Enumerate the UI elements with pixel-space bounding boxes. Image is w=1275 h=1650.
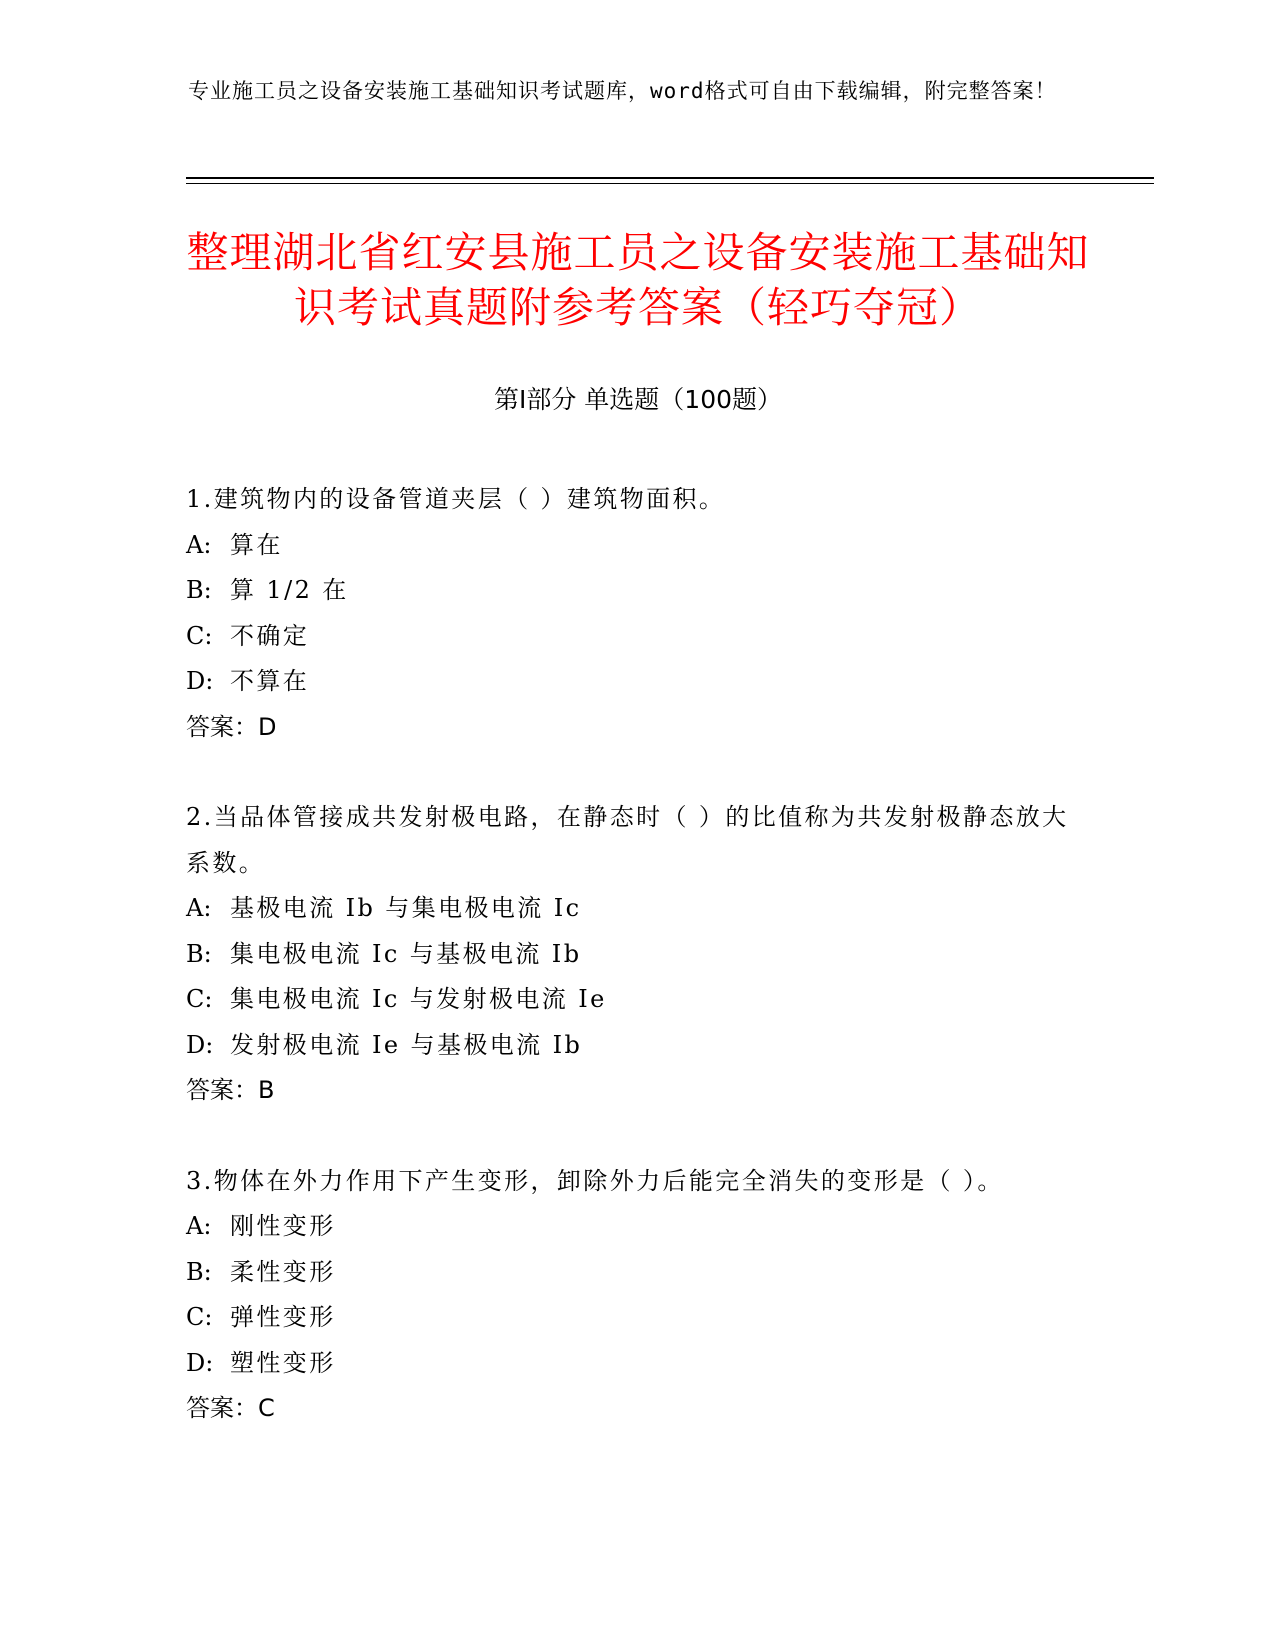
header-rule-thick: [186, 177, 1154, 179]
option-text: 算在: [230, 530, 283, 559]
question-2: [186, 795, 1086, 1114]
option-label: B:: [186, 939, 212, 968]
option-b: [186, 568, 1086, 614]
option-d: [186, 1023, 1086, 1069]
option-label: A:: [186, 1212, 212, 1240]
question-3: [186, 1159, 1086, 1432]
option-label: C:: [186, 621, 213, 650]
document-title: 整理湖北省红安县施工员之设备安装施工基础知识考试真题附参考答案（轻巧夺冠）: [186, 228, 1090, 332]
option-label: C:: [186, 1303, 213, 1331]
header-rule-thin: [186, 183, 1154, 184]
option-text: 发射极电流 Ie 与基极电流 Ib: [230, 1030, 583, 1059]
question-list: [186, 477, 1086, 1477]
option-text: 刚性变形: [230, 1212, 336, 1240]
option-c: [186, 977, 1086, 1023]
option-text: 柔性变形: [230, 1257, 336, 1286]
option-text: 塑性变形: [230, 1348, 336, 1377]
option-a: [186, 1204, 1086, 1250]
answer: 答案：C: [186, 1394, 275, 1422]
option-label: D:: [186, 1348, 214, 1377]
option-label: B:: [186, 576, 212, 604]
option-d: [186, 659, 1086, 705]
option-a: [186, 886, 1086, 932]
option-label: B:: [186, 1257, 212, 1286]
option-label: D:: [186, 1030, 214, 1059]
option-text: 不算在: [230, 667, 310, 695]
option-b: [186, 1250, 1086, 1296]
question-stem: 1.建筑物内的设备管道夹层（ ）建筑物面积。: [186, 485, 726, 513]
option-b: [186, 932, 1086, 978]
option-label: A:: [186, 894, 212, 922]
option-text: 集电极电流 Ic 与基极电流 Ib: [230, 939, 582, 968]
option-c: [186, 614, 1086, 660]
option-text: 弹性变形: [230, 1303, 336, 1331]
section-heading: 第Ⅰ部分 单选题（100题）: [493, 385, 783, 414]
option-text: 算 1/2 在: [230, 576, 349, 604]
option-label: D:: [186, 667, 214, 695]
option-text: 不确定: [230, 621, 310, 650]
option-label: C:: [186, 985, 213, 1013]
question-1: [186, 477, 1086, 750]
option-text: 集电极电流 Ic 与发射极电流 Ie: [230, 985, 607, 1013]
question-stem: 2.当品体管接成共发射极电路，在静态时（ ）的比值称为共发射极静态放大系数。: [186, 803, 1069, 877]
option-label: A:: [186, 530, 212, 559]
option-c: [186, 1295, 1086, 1341]
question-stem: 3.物体在外力作用下产生变形，卸除外力后能完全消失的变形是（ ）。: [186, 1166, 1004, 1195]
option-d: [186, 1341, 1086, 1387]
answer: 答案：B: [186, 1076, 275, 1104]
header-note: 专业施工员之设备安装施工基础知识考试题库，word格式可自由下载编辑，附完整答案！: [188, 79, 1057, 103]
answer: 答案：D: [186, 712, 277, 741]
option-text: 基极电流 Ib 与集电极电流 Ic: [230, 894, 582, 922]
option-a: [186, 523, 1086, 569]
